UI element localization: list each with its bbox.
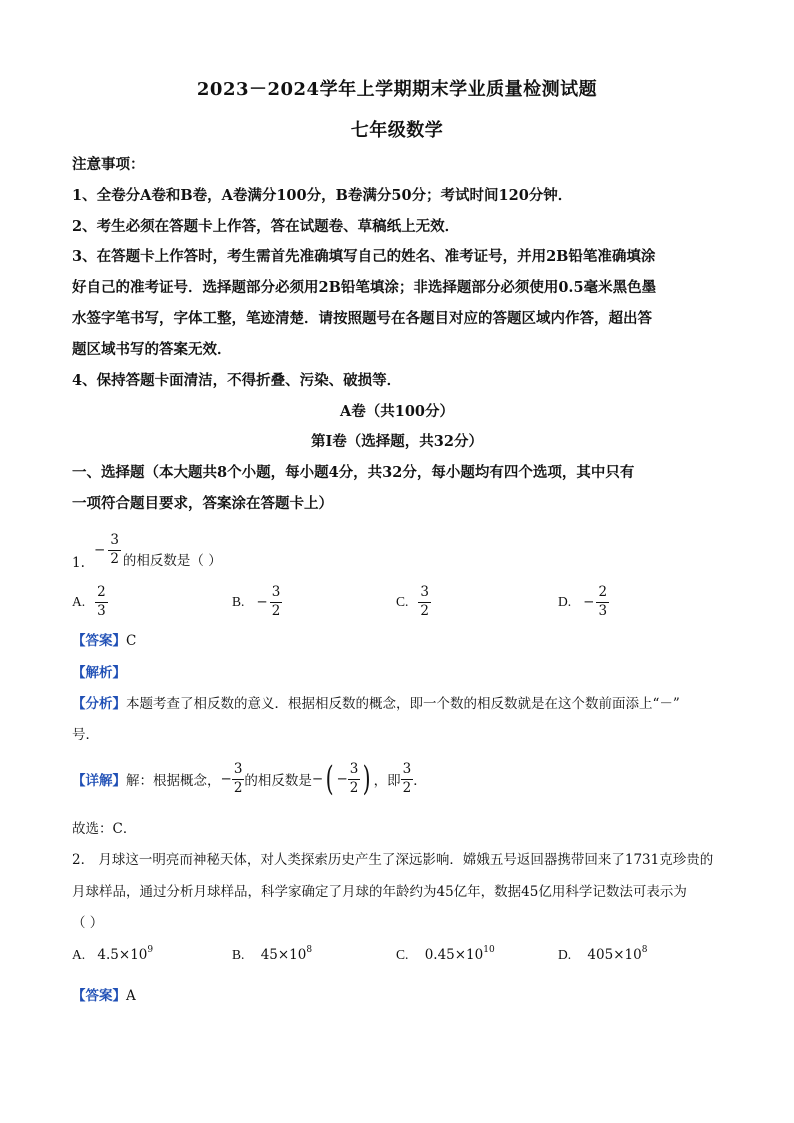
q1-detail-frac3-den: 2 — [402, 779, 412, 796]
q1-option-d-fraction — [596, 586, 609, 618]
analysis-tag: 【解析】 — [72, 665, 126, 681]
q1-option-d-num: 2 — [598, 584, 608, 600]
q2-answer — [72, 984, 136, 1004]
q1-fenxi-line1 — [72, 692, 680, 712]
part1-intro-line1: 一、选择题（本大题共8个小题，每小题4分，共32分，每小题均有四个选项，其中只有 — [72, 464, 635, 481]
notice-heading: 注意事项： — [72, 156, 145, 173]
q1-answer — [72, 629, 136, 649]
q2-option-b-label: B. — [232, 947, 245, 962]
q1-answer-value: C — [126, 633, 137, 649]
q1-analysis-tag — [72, 661, 126, 681]
q1-stem-text: 的相反数是（ ） — [122, 553, 222, 569]
q2-stem-line1: 2． 月球这一明亮而神秘天体，对人类探索历史产生了深远影响．嫦娥五号返回器携带回来了1731克珍贵的 — [72, 852, 714, 868]
detail-tag: 【详解】 — [72, 773, 126, 789]
notice-item-3-cont2: 水签字笔书写，字体工整，笔迹清楚．请按照题号在各题目对应的答题区域内作答，超出答 — [72, 310, 652, 327]
notice-item-2: 2、考生必须在答题卡上作答，答在试题卷、草稿纸上无效． — [72, 218, 460, 235]
fenxi-tag: 【分析】 — [72, 696, 126, 712]
q1-option-d-sign: − — [583, 594, 595, 610]
q2-option-a-exp: 9 — [147, 945, 154, 955]
q1-option-c-label: C. — [396, 594, 409, 609]
q2-option-a-label: A. — [72, 947, 86, 962]
q2-option-b-base: 45×10 — [260, 947, 307, 963]
q1-option-b[interactable] — [232, 582, 282, 622]
q1-option-b-fraction — [270, 586, 283, 618]
notice-item-3: 3、在答题卡上作答时，考生需首先准确填写自己的姓名、准考证号，并用2B铅笔准确填涂 — [72, 248, 656, 265]
q2-answer-tag: 【答案】 — [72, 988, 126, 1004]
answer-tag: 【答案】 — [72, 633, 126, 649]
q1-fraction — [108, 534, 121, 566]
q1-detail-text-a: 解：根据概念， — [126, 773, 221, 789]
q1-detail — [72, 756, 427, 802]
q1-option-b-sign: − — [256, 594, 268, 610]
q1-conclusion: 故选：C． — [72, 821, 137, 837]
q1-option-d-den: 3 — [598, 602, 608, 619]
q1-detail-text-b: 的相反数是 — [244, 773, 312, 789]
part1-intro-line2: 一项符合题目要求，答案涂在答题卡上） — [72, 495, 333, 512]
q1-option-a-fraction — [95, 586, 108, 618]
q1-detail-end: ． — [413, 773, 427, 789]
q2-option-d[interactable] — [558, 947, 647, 963]
q2-option-c[interactable] — [396, 947, 495, 963]
q1-option-c-den: 2 — [420, 602, 429, 619]
q2-answer-value: A — [126, 988, 136, 1004]
q1-detail-neg3: − — [336, 771, 348, 787]
q2-option-d-label: D. — [558, 947, 572, 962]
q1-detail-frac3 — [401, 763, 414, 795]
notice-item-1: 1、全卷分A卷和B卷，A卷满分100分，B卷满分50分；考试时间120分钟． — [72, 187, 573, 204]
q1-number: 1. — [72, 555, 85, 571]
q2-option-a[interactable] — [72, 947, 153, 963]
q2-option-d-exp: 8 — [641, 945, 648, 955]
q2-option-c-base: 0.45×10 — [424, 947, 484, 963]
notice-item-3-cont1: 好自己的准考证号．选择题部分必须用2B铅笔填涂；非选择题部分必须使用0.5毫米黑色墨 — [72, 279, 657, 296]
q1-detail-frac1-num: 3 — [233, 761, 243, 777]
q1-stem — [94, 530, 222, 570]
q2-option-b[interactable] — [232, 947, 312, 963]
q1-neg-sign: − — [94, 542, 106, 558]
q1-detail-text-c: ，即 — [373, 773, 401, 789]
q1-option-a-den: 3 — [97, 602, 106, 619]
q1-detail-frac2-den: 2 — [349, 779, 359, 796]
q1-detail-frac2-num: 3 — [349, 761, 359, 777]
q1-frac-den: 2 — [110, 550, 119, 567]
q1-detail-frac1-den: 2 — [233, 779, 243, 796]
q1-detail-frac2 — [348, 763, 361, 795]
q1-option-c[interactable] — [396, 582, 431, 622]
q1-option-a-num: 2 — [97, 584, 106, 600]
notice-item-3-cont3: 题区域书写的答案无效． — [72, 341, 232, 358]
q2-stem-line3: （ ） — [72, 915, 104, 931]
q1-detail-frac1 — [232, 763, 245, 795]
q1-option-b-den: 2 — [271, 602, 281, 619]
q2-option-c-label: C. — [396, 947, 409, 962]
exam-subtitle: 七年级数学 — [350, 120, 444, 141]
q1-detail-right-paren: ) — [363, 759, 372, 799]
q1-option-b-num: 3 — [271, 584, 281, 600]
q2-option-d-base: 405×10 — [587, 947, 642, 963]
q1-option-b-label: B. — [232, 594, 245, 609]
q1-option-a-label: A. — [72, 594, 86, 609]
q1-option-c-fraction — [418, 586, 431, 618]
section-a-heading: A卷（共100分） — [339, 403, 455, 420]
q2-option-c-exp: 10 — [483, 945, 495, 955]
q1-option-c-num: 3 — [420, 584, 429, 600]
q2-option-a-base: 4.5×10 — [97, 947, 148, 963]
q1-fenxi-line2: 号． — [72, 727, 99, 743]
q1-fenxi-text: 本题考查了相反数的意义．根据相反数的概念，即一个数的相反数就是在这个数前面添上“－” — [126, 696, 680, 712]
q2-option-b-exp: 8 — [306, 945, 313, 955]
notice-item-4: 4、保持答题卡面清洁，不得折叠、污染、破损等． — [72, 372, 402, 389]
q1-option-d-label: D. — [558, 594, 572, 609]
q2-stem-line2: 月球样品，通过分析月球样品，科学家确定了月球的年龄约为45亿年，数据45亿用科学记数法可表示为 — [72, 884, 687, 900]
q1-option-d[interactable] — [558, 582, 609, 622]
q1-detail-neg2: − — [311, 771, 324, 787]
q1-detail-frac3-num: 3 — [402, 761, 412, 777]
q1-frac-num: 3 — [110, 532, 119, 548]
q1-option-a[interactable] — [72, 582, 108, 622]
q1-detail-left-paren: ( — [325, 759, 334, 799]
section-part1-heading: 第I卷（选择题，共32分） — [311, 433, 483, 450]
q1-detail-neg1: − — [220, 771, 232, 787]
exam-title: 2023－2024学年上学期期末学业质量检测试题 — [196, 79, 598, 100]
